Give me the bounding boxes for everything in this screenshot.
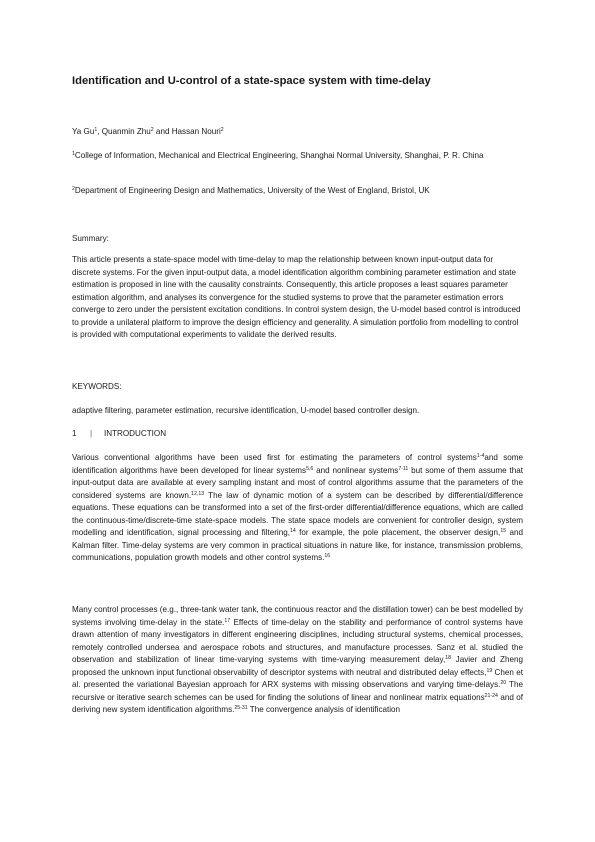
citation-ref: 18 xyxy=(445,655,452,661)
keywords-text: adaptive filtering, parameter estimation, recursive identification, U-model based controller design. xyxy=(72,406,420,415)
citation-ref: 21-24 xyxy=(484,692,498,699)
text-run: Chen et al. presented the variational Bayesian approach for ARX systems with missing observations and varying time-delays. xyxy=(72,667,523,689)
section-divider: | xyxy=(90,429,93,438)
summary-text: This article presents a state-space model with time-delay to map the relationship between known input-output data for discrete systems. For the given input-output data, a model identification algorithm combining parameter estimation and state estimation is proposed in line with the causality constraints. Consequently, this article proposes a least squares parameter estimation algorithm, and analyses its convergence for the studied systems to prove that the parameter estimation errors converge to zero under the persistent excitation conditions. In control system design, the U-model based control is introduced to provide a unilateral platform to improve the design efficiency and generality. A simulation portfolio from modelling to control is provided with computational experiments to validate the derived results. xyxy=(72,255,521,339)
author-separator: , xyxy=(97,127,102,136)
paper-title: Identification and U-control of a state-space system with time-delay xyxy=(72,75,431,87)
affiliation-marker: 2 xyxy=(220,127,224,133)
summary-label: Summary: xyxy=(72,234,109,243)
affiliation-text: College of Information, Mechanical and Electrical Engineering, Shanghai Normal University, Shanghai, P. R. China xyxy=(74,151,484,160)
text-run: and Kalman filter. Time-delay systems are very common in practical situations in nature like, for instance, transmission problems, communications, population growth models and other control systems. xyxy=(72,528,524,562)
affiliation-text: Department of Engineering Design and Mathematics, University of the West of England, Bristol, UK xyxy=(74,186,430,195)
citation-ref: 16 xyxy=(324,553,331,559)
citation-ref: 20 xyxy=(500,680,507,686)
body-paragraph-1 xyxy=(72,452,523,565)
text-run: and nonlinear systems xyxy=(313,465,399,475)
text-run: The convergence analysis of identification xyxy=(247,705,401,714)
citation-ref: 14 xyxy=(289,528,296,534)
affiliation-marker: 2 xyxy=(150,127,154,133)
section-number: 1 xyxy=(72,429,77,438)
citation-ref: 12,13 xyxy=(191,490,205,497)
text-run: for example, the pole placement, the observer design, xyxy=(295,528,501,537)
author-name: Hassan Nouri xyxy=(171,127,221,136)
text-run: but some of them assume that input-output data are available at every sampling instant and most of control algorithms assume that the parameters of the considered systems are known. xyxy=(72,465,523,500)
author-name: Quanmin Zhu xyxy=(101,127,151,136)
section-heading-introduction xyxy=(72,428,166,441)
text-run: Many control processes (e.g., three-tank water tank, the continuous reactor and the distillation tower) can be best modelled by systems involving time-delay in the state. xyxy=(72,605,523,627)
affiliation-marker: 1 xyxy=(94,127,98,133)
affiliation-2 xyxy=(72,185,527,198)
text-run: The law of dynamic motion of a system can be described by differential/difference equations. These equations can be transformed into a set of the first-order differential/difference equations, which are called the continuous-time/discrete-time state-space models. The state space models are convenient for controller design, system modelling and identification, signal processing and filtering, xyxy=(72,490,523,537)
body-paragraph-2 xyxy=(72,604,523,717)
citation-ref: 15 xyxy=(500,528,507,534)
affiliation-1 xyxy=(72,150,527,163)
author-list xyxy=(72,126,224,139)
citation-ref: 25-31 xyxy=(234,705,248,711)
text-run: and of deriving new system identification algorithms. xyxy=(72,692,523,714)
text-run: The recursive or iterative search schemes can be used for finding the solutions of linear and nonlinear matrix equations xyxy=(72,680,523,702)
text-run: Javier and Zheng proposed the unknown input functional observability of descriptor systems with neutral and distributed delay effects, xyxy=(72,655,523,677)
affiliation-marker: 2 xyxy=(72,186,75,192)
citation-ref: 1-4 xyxy=(476,453,485,459)
citation-ref: 7-11 xyxy=(398,465,409,472)
section-title: INTRODUCTION xyxy=(104,429,167,438)
text-run: Various conventional algorithms have been used first for estimating the parameters of control systems xyxy=(72,453,477,462)
keywords-label: KEYWORDS: xyxy=(72,382,122,391)
author-name: Ya Gu xyxy=(72,127,95,136)
author-separator: and xyxy=(153,127,172,136)
citation-ref: 17 xyxy=(224,617,231,624)
text-run: Effects of time-delay on the stability and performance of control systems have drawn attention of many investigators in different engineering disciplines, including structural systems, chemical processes, remotely controlled undersea and aerospace robots and structures, and manufacture processes. Sanz et al. studied the observation and stabilization of linear time-varying systems with time-varying measurement delay, xyxy=(72,617,523,664)
citation-ref: 5,6 xyxy=(306,465,314,472)
affiliation-marker: 1 xyxy=(72,151,75,157)
citation-ref: 19 xyxy=(486,667,493,674)
text-run: and some identification algorithms have been developed for linear systems xyxy=(72,453,523,475)
